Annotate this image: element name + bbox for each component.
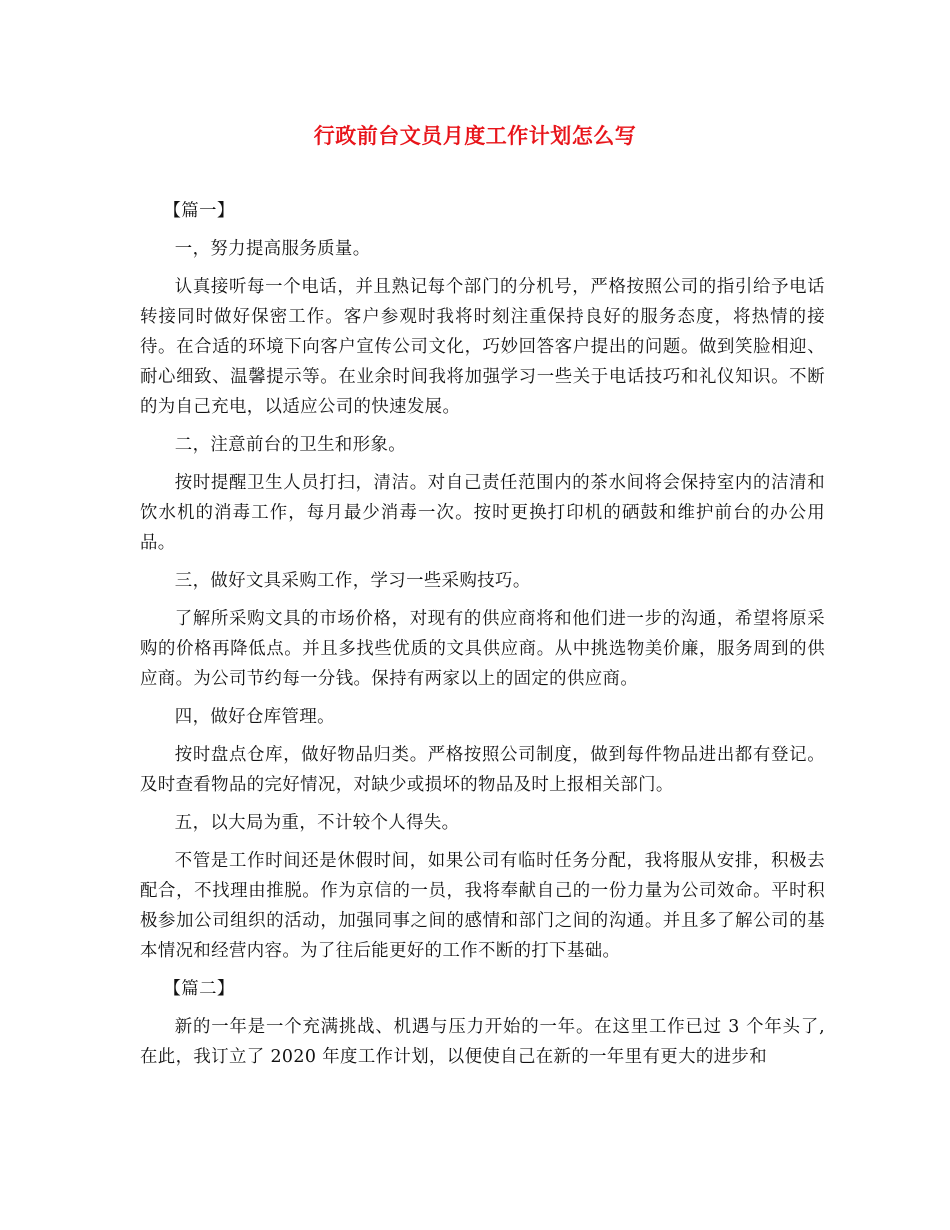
page-title: 行政前台文员月度工作计划怎么写 (313, 123, 637, 148)
paragraph: 不管是工作时间还是休假时间，如果公司有临时任务分配，我将服从安排，积极去配合，不找理由推脱。作为京信的一员，我将奉献自己的一份力量为公司效命。平时积极参加公司组织的活动，加强同事之间的感情和部门之间的沟通。并且多了解公司的基本情况和经营内容。为了往后能更好的工作不断的打下基础。 (140, 851, 825, 961)
paragraph: 新的一年是一个充满挑战、机遇与压力开始的一年。在这里工作已过 3 个年头了,在此，我订立了 2020 年度工作计划，以便使自己在新的一年里有更大的进步和 (140, 1017, 825, 1067)
item-heading: 五，以大局为重，不计较个人得失。 (174, 813, 460, 833)
paragraph: 按时提醒卫生人员打扫，清洁。对自己责任范围内的茶水间将会保持室内的洁清和饮水机的消毒工作，每月最少消毒一次。按时更换打印机的硒鼓和维护前台的办公用品。 (140, 473, 825, 553)
section-heading: 【篇一】 (163, 201, 235, 221)
paragraph: 认真接听每一个电话，并且熟记每个部门的分机号，严格按照公司的指引给予电话转接同时做好保密工作。客户参观时我将时刻注重保持良好的服务态度，将热情的接待。在合适的环境下向客户宣传公司文化，巧妙回答客户提出的问题。做到笑脸相迎、耐心细致、温馨提示等。在业余时间我将加强学习一些关于电话技巧和礼仪知识。不断的为自己充电，以适应公司的快速发展。 (140, 277, 825, 417)
item-heading: 一，努力提高服务质量。 (174, 239, 371, 259)
document-body (140, 196, 825, 1080)
item-heading: 三，做好文具采购工作，学习一些采购技巧。 (174, 571, 531, 591)
item-heading: 二，注意前台的卫生和形象。 (174, 435, 407, 455)
paragraph: 了解所采购文具的市场价格，对现有的供应商将和他们进一步的沟通，希望将原采购的价格再降低点。并且多找些优质的文具供应商。从中挑选物美价廉，服务周到的供应商。为公司节约每一分钱。保持有两家以上的固定的供应商。 (140, 609, 825, 689)
paragraph: 按时盘点仓库，做好物品归类。严格按照公司制度，做到每件物品进出都有登记。及时查看物品的完好情况，对缺少或损坏的物品及时上报相关部门。 (140, 745, 825, 795)
item-heading: 四，做好仓库管理。 (174, 707, 335, 727)
section-heading: 【篇二】 (163, 979, 235, 999)
